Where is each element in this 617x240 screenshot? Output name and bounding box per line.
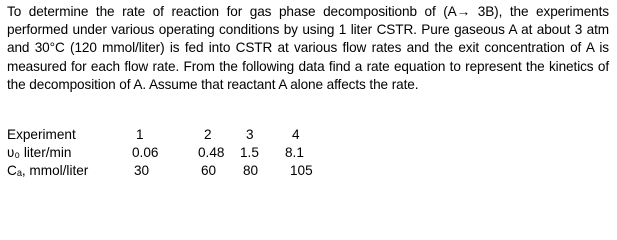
flow-cell-1: 0.06 [132, 145, 159, 161]
flow-label: ʋ₀ liter/min [7, 145, 72, 161]
header-cell-4: 4 [292, 127, 300, 142]
flow-cell-2: 0.48 [198, 145, 225, 161]
conc-cell-4: 105 [290, 163, 313, 179]
conc-cell-1: 30 [134, 163, 150, 179]
flow-cell-4: 8.1 [285, 145, 304, 161]
conc-cell-3: 80 [243, 163, 259, 179]
header-cell-1: 1 [136, 127, 144, 142]
header-label: Experiment [7, 127, 76, 142]
conc-label: Cₐ, mmol/liter [7, 163, 89, 179]
header-cell-2: 2 [204, 127, 212, 142]
flow-cell-3: 1.5 [240, 145, 259, 161]
problem-statement: To determine the rate of reaction for gas phase decompositionb of (A→ 3B), the experiments performed under various operating conditions by using 1 liter CSTR. Pure gaseous A at about 3 atm and 30°C (120 mmol/liter) is fed into CSTR at various flow rates and the exit concentration of A is measured for each flow rate. From the following data find a rate equation to represent the kinetics of the decomposition of A. Assume that reactant A alone affects the rate. [7, 4, 609, 92]
header-cell-3: 3 [246, 127, 254, 142]
conc-cell-2: 60 [201, 163, 217, 179]
